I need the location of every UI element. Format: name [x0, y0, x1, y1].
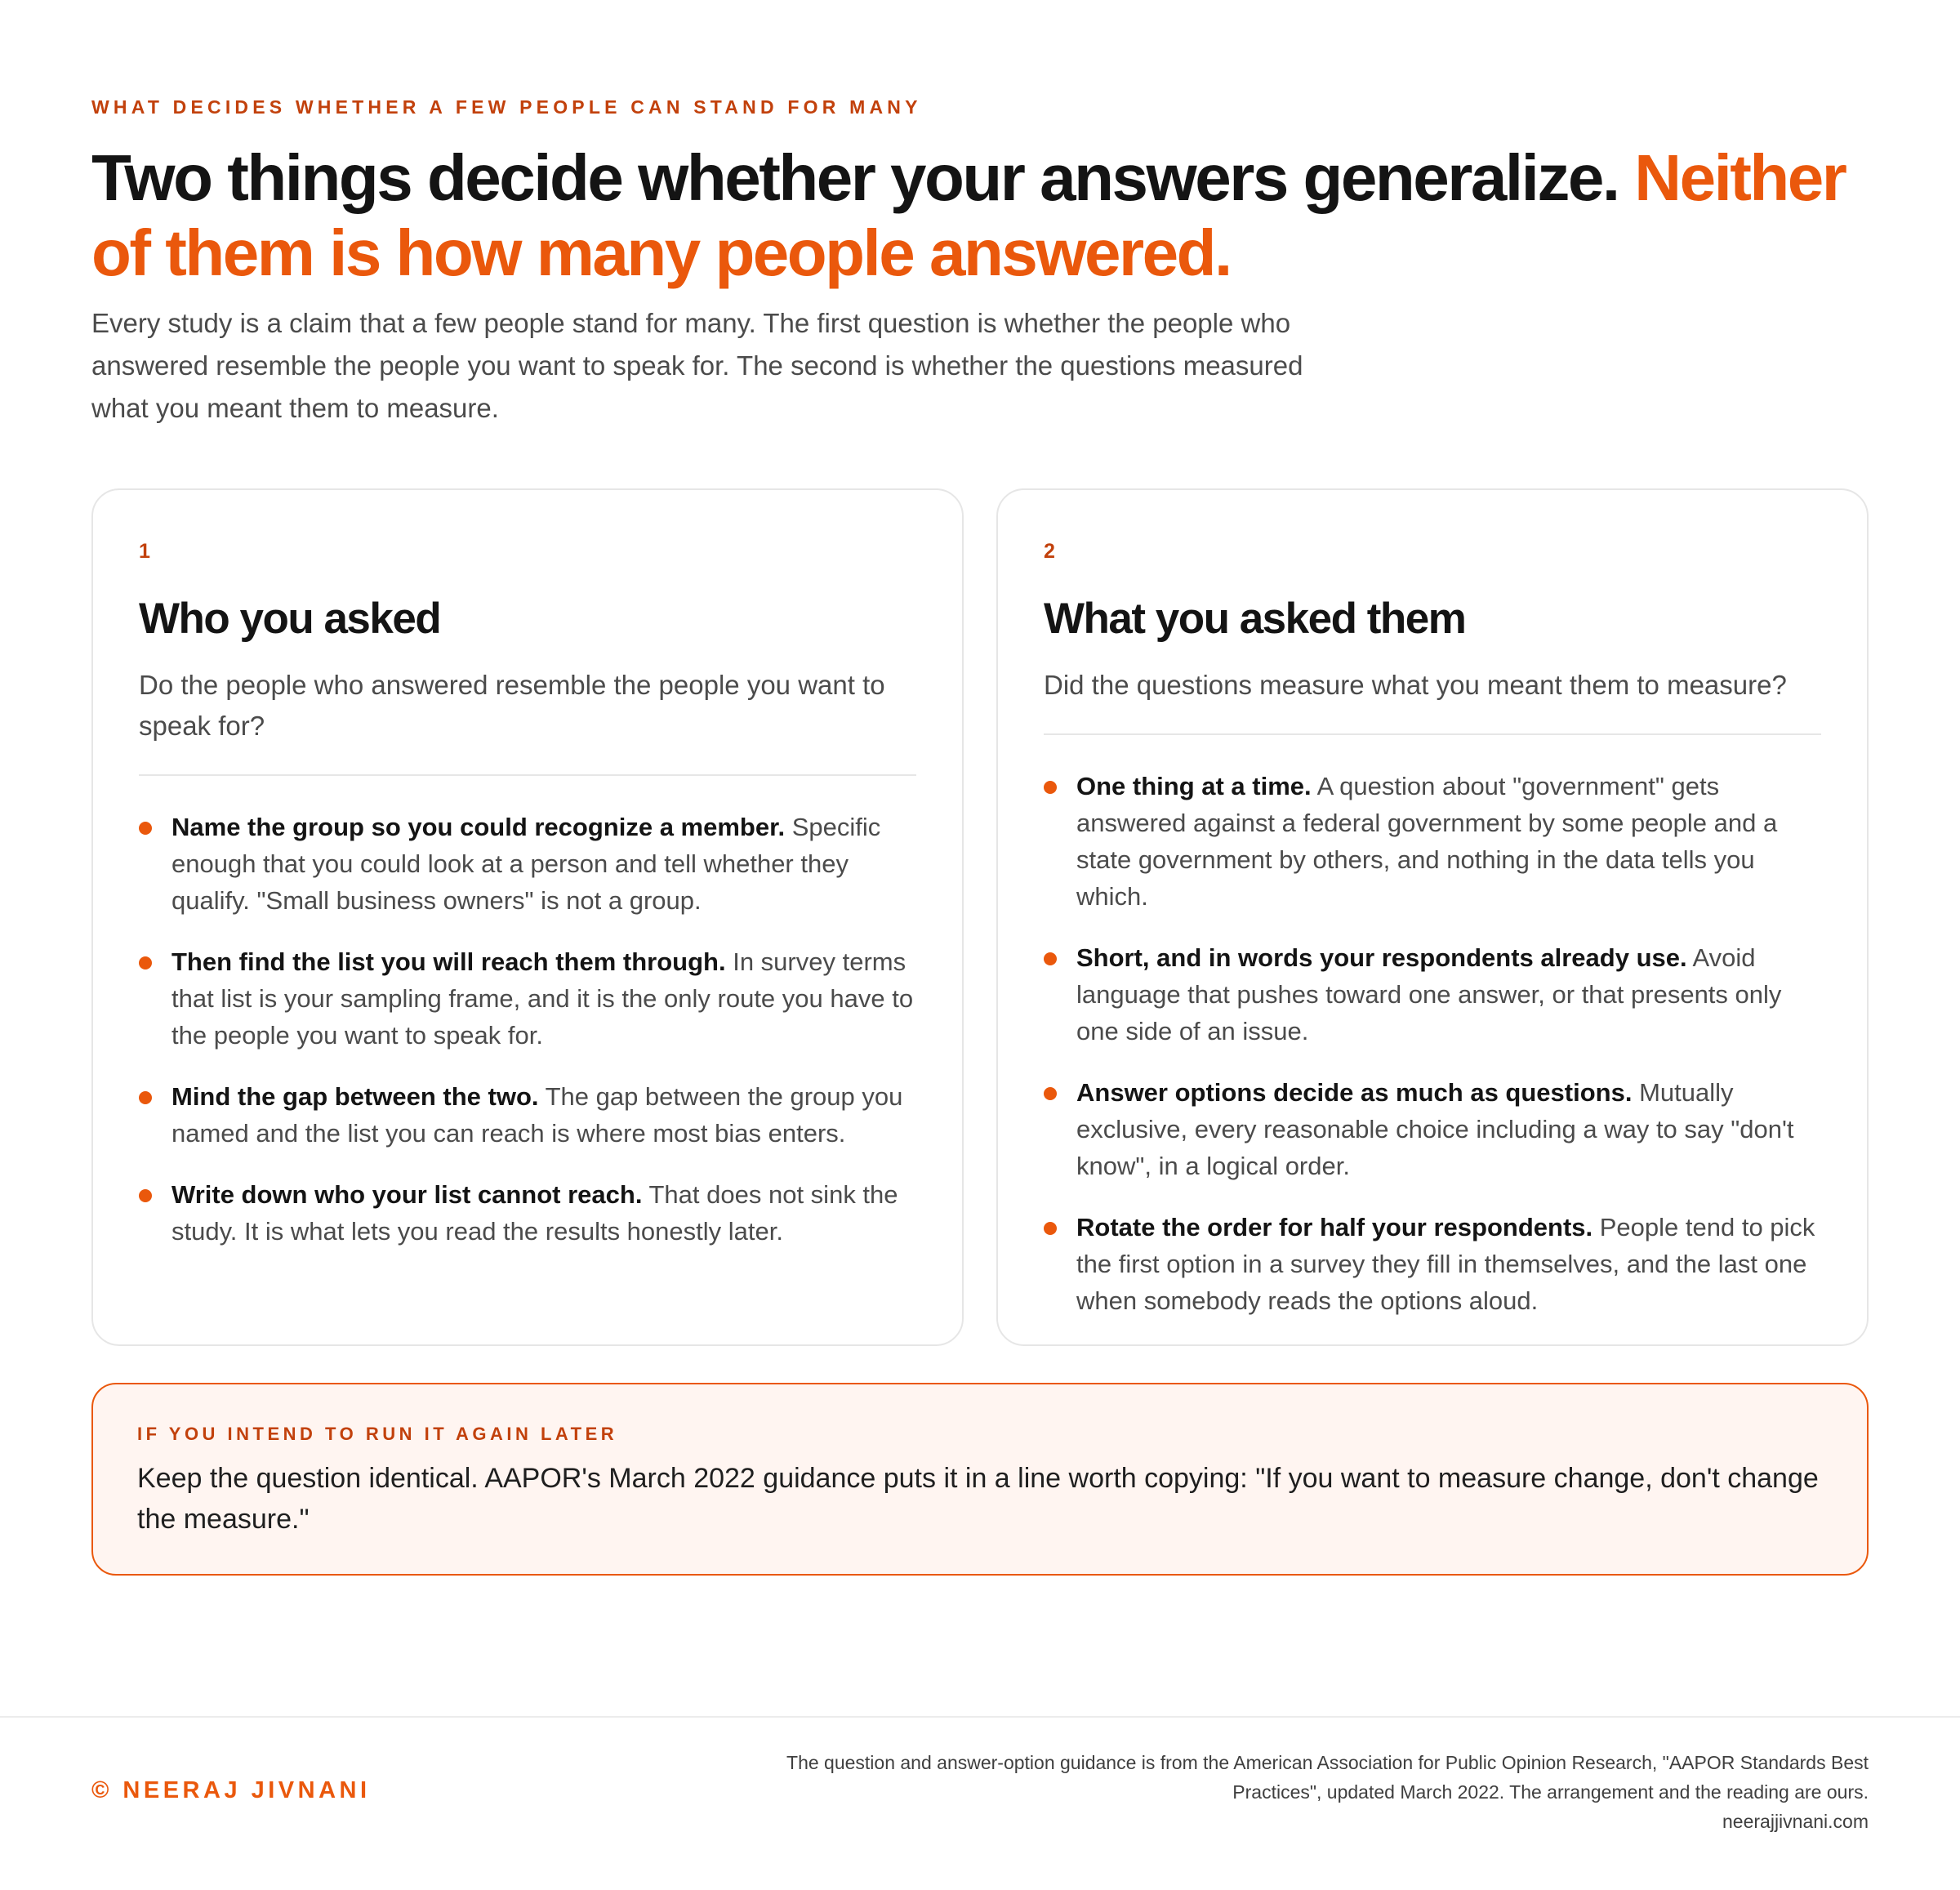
bullet-dot-icon [139, 1091, 152, 1104]
list-item [139, 1078, 916, 1152]
callout-text: Keep the question identical. AAPOR's March 2022 guidance puts it in a line worth copying: "If you want to measure change, don't change the measure." [137, 1463, 1819, 1535]
callout-box [91, 1383, 1869, 1576]
card-bullet-list [1044, 768, 1821, 1319]
bullet-dot-icon [139, 822, 152, 835]
bullet-dot-icon [1044, 952, 1057, 965]
list-item [1044, 768, 1821, 915]
bullet-text: People tend to pick the first option in a survey they fill in themselves, and the last one when somebody reads the options aloud. [1076, 1213, 1815, 1315]
bullet-lead: Then find the list you will reach them through. [172, 947, 726, 976]
card-who-you-asked [91, 488, 964, 1346]
source-note [742, 1748, 1869, 1836]
bullet-text: A question about "government" gets answered against a federal government by some people and a state government by others, and nothing in the data tells you which. [1076, 772, 1778, 911]
bullet-lead: Name the group so you could recognize a member. [172, 813, 786, 841]
bullet-dot-icon [1044, 1087, 1057, 1100]
card-what-you-asked-them [996, 488, 1869, 1346]
bullet-lead: Write down who your list cannot reach. [172, 1180, 643, 1209]
bullet-text: The gap between the group you named and the list you can reach is where most bias enters. [172, 1082, 903, 1148]
bullet-text: That does not sink the study. It is what lets you read the results honestly later. [172, 1180, 898, 1246]
bullet-lead: Short, and in words your respondents already use. [1076, 943, 1687, 972]
headline-accent: Neither of them is how many people answered. [91, 141, 1846, 289]
intro-paragraph: Every study is a claim that a few people stand for many. The first question is whether the people who answered resemble the people you want to speak for. The second is whether the questions measured what you meant them to measure. [91, 308, 1303, 423]
card-question: Do the people who answered resemble the people you want to speak for? [139, 670, 885, 741]
bullet-dot-icon [139, 956, 152, 970]
bullet-lead: One thing at a time. [1076, 772, 1312, 800]
source-text: The question and answer-option guidance is from the American Association for Public Opinion Research, "AAPOR Standards Best Practices", updated March 2022. The arrangement and the reading are ours. [786, 1752, 1869, 1803]
list-item [139, 943, 916, 1054]
headline-main: Two things decide whether your answers generalize. [91, 141, 1635, 214]
copyright: © NEERAJ JIVNANI [91, 1777, 371, 1803]
list-item [139, 809, 916, 919]
card-number: 1 [139, 540, 150, 563]
card-title: What you asked them [1044, 595, 1466, 643]
bullet-text: Specific enough that you could look at a person and tell whether they qualify. "Small business owners" is not a group. [172, 813, 881, 915]
card-divider [139, 774, 916, 776]
bullet-lead: Answer options decide as much as questions. [1076, 1078, 1633, 1107]
site-link[interactable]: neerajjivnani.com [1722, 1811, 1869, 1832]
card-title: Who you asked [139, 595, 441, 643]
list-item [139, 1176, 916, 1250]
eyebrow: WHAT DECIDES WHETHER A FEW PEOPLE CAN STAND FOR MANY [91, 96, 922, 118]
list-item [1044, 939, 1821, 1050]
bullet-lead: Rotate the order for half your respondents. [1076, 1213, 1593, 1241]
headline [91, 140, 1872, 291]
card-bullet-list [139, 809, 916, 1250]
list-item [1044, 1209, 1821, 1319]
bullet-lead: Mind the gap between the two. [172, 1082, 539, 1111]
bullet-text: Avoid language that pushes toward one answer, or that presents only one side of an issue. [1076, 943, 1782, 1045]
card-number: 2 [1044, 540, 1055, 563]
callout-label: IF YOU INTEND TO RUN IT AGAIN LATER [137, 1424, 618, 1444]
card-divider [1044, 733, 1821, 735]
footer-divider [0, 1716, 1960, 1718]
list-item [1044, 1074, 1821, 1184]
bullet-dot-icon [139, 1189, 152, 1202]
bullet-dot-icon [1044, 1222, 1057, 1235]
card-question: Did the questions measure what you meant them to measure? [1044, 670, 1787, 700]
bullet-text: In survey terms that list is your sampling frame, and it is the only route you have to the people you want to speak for. [172, 947, 914, 1050]
bullet-text: Mutually exclusive, every reasonable choice including a way to say "don't know", in a logical order. [1076, 1078, 1794, 1180]
bullet-dot-icon [1044, 781, 1057, 794]
